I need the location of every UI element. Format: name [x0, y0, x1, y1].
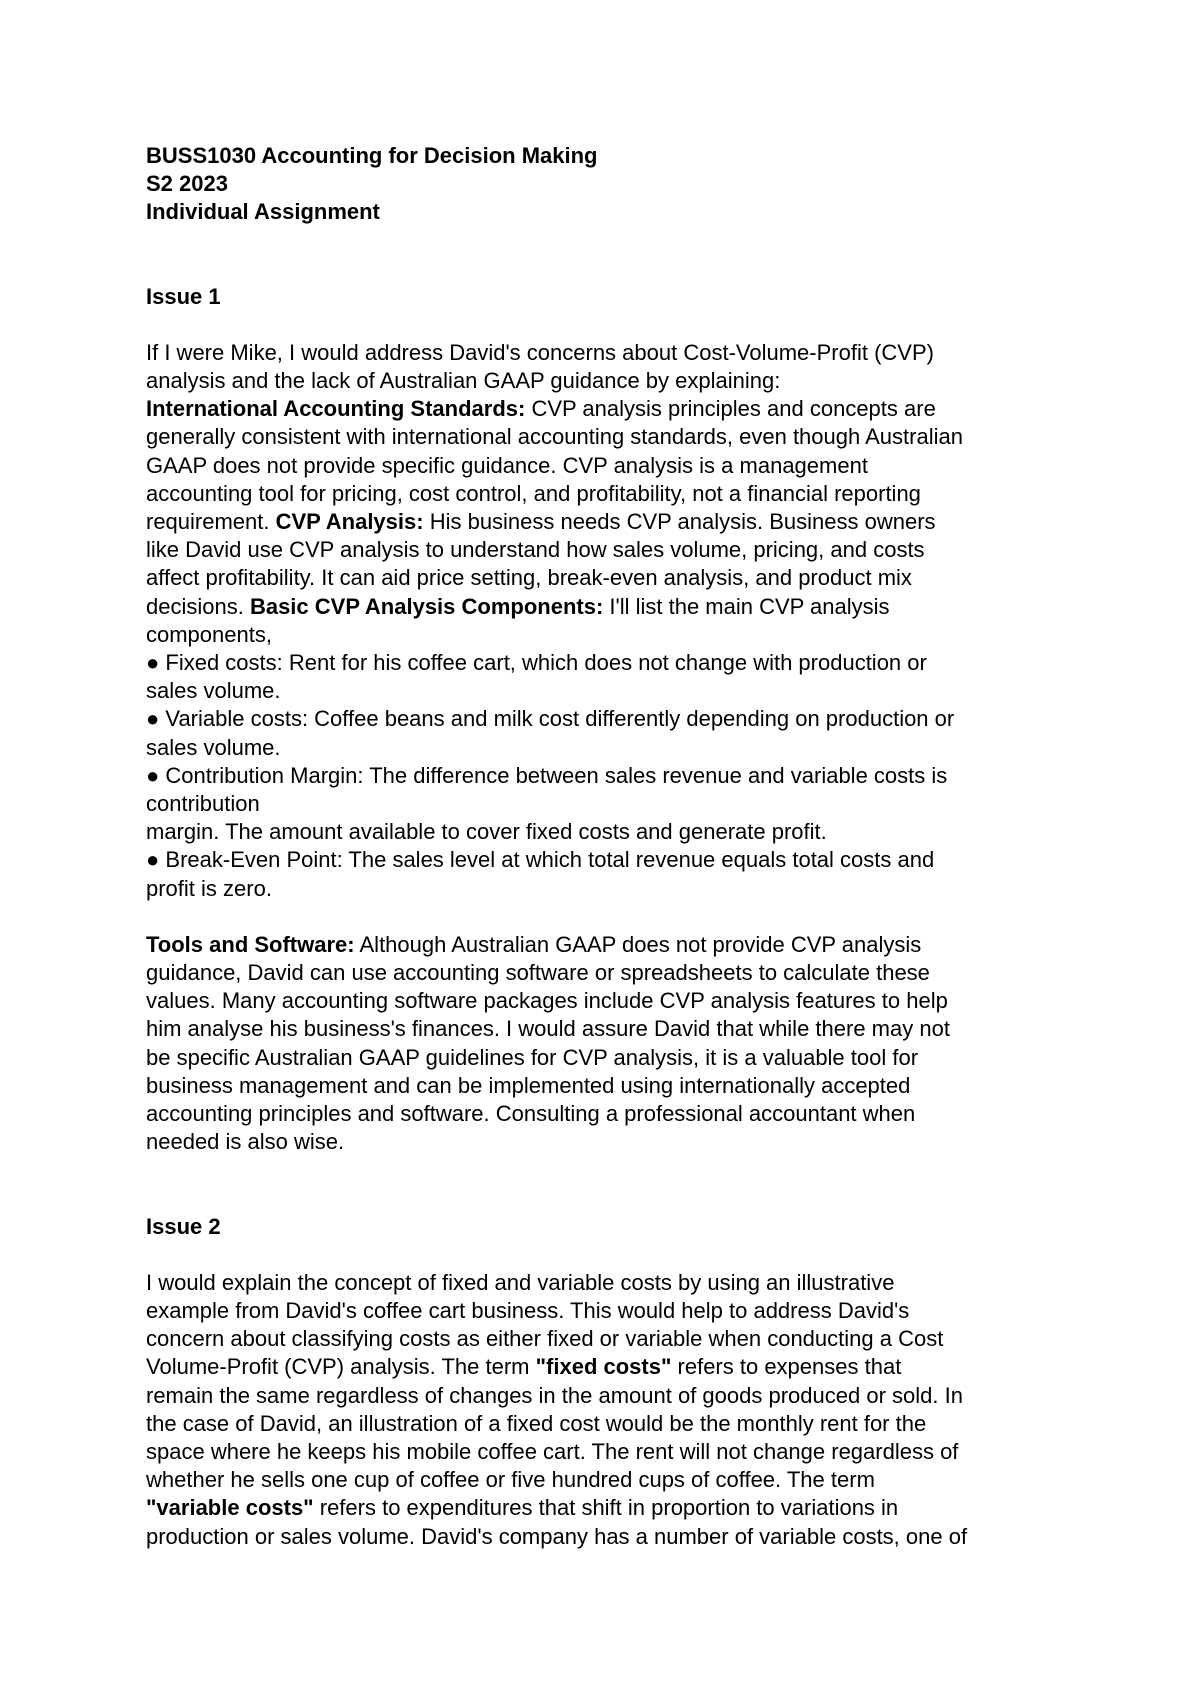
text-line: I would explain the concept of fixed and variable costs by using an illustrative [146, 1269, 895, 1295]
tools-label: Tools and Software: [146, 931, 355, 957]
text-line: analysis and the lack of Australian GAAP guidance by explaining: [146, 368, 781, 394]
issue1-heading: Issue 1 [146, 283, 221, 309]
text-line: space where he keeps his mobile coffee cart. The rent will not change regardless of [146, 1438, 959, 1464]
text-segment: Although Australian GAAP does not provide CVP analysis [354, 931, 922, 957]
text-line: values. Many accounting software packages include CVP analysis features to help [146, 988, 948, 1014]
text-line: him analyse his business's finances. I would assure David that while there may not [146, 1016, 950, 1042]
document-body [146, 142, 1066, 1551]
text-line: sales volume. [146, 734, 281, 760]
variable-costs-term: "variable costs" [146, 1495, 314, 1521]
text-line: margin. The amount available to cover fixed costs and generate profit. [146, 819, 827, 845]
text-segment: requirement. [146, 509, 276, 535]
tools-paragraph [146, 931, 1066, 1157]
text-line: example from David's coffee cart business. This would help to address David's [146, 1297, 910, 1323]
text-line: whether he sells one cup of coffee or five hundred cups of coffee. The term [146, 1467, 875, 1493]
fixed-costs-term: "fixed costs" [535, 1354, 672, 1380]
text-line: sales volume. [146, 678, 281, 704]
text-line [146, 395, 1066, 423]
text-segment: refers to expenses that [671, 1354, 902, 1380]
text-line: like David use CVP analysis to understand how sales volume, pricing, and costs [146, 537, 925, 563]
text-line [146, 508, 1066, 536]
ias-label: International Accounting Standards: [146, 396, 526, 422]
bullet-variable-costs: ● Variable costs: Coffee beans and milk cost differently depending on production or [146, 706, 955, 732]
text-line: concern about classifying costs as either fixed or variable when conducting a Cost [146, 1326, 944, 1352]
issue2-heading: Issue 2 [146, 1213, 221, 1239]
text-segment: Volume-Profit (CVP) analysis. The term [146, 1354, 536, 1380]
text-line: be specific Australian GAAP guidelines for CVP analysis, it is a valuable tool for [146, 1044, 919, 1070]
text-line: the case of David, an illustration of a fixed cost would be the monthly rent for the [146, 1410, 927, 1436]
text-line [146, 1494, 1066, 1522]
basic-components-label: Basic CVP Analysis Components: [249, 593, 604, 619]
semester: S2 2023 [146, 171, 228, 197]
text-line: GAAP does not provide specific guidance. CVP analysis is a management [146, 452, 868, 478]
bullet-break-even-point: ● Break-Even Point: The sales level at which total revenue equals total costs and [146, 847, 935, 873]
bullet-contribution-margin: ● Contribution Margin: The difference between sales revenue and variable costs is [146, 762, 948, 788]
issue2-paragraph [146, 1269, 1066, 1551]
text-line: needed is also wise. [146, 1129, 345, 1155]
bullet-fixed-costs: ● Fixed costs: Rent for his coffee cart, which does not change with production or [146, 650, 927, 676]
text-line: profit is zero. [146, 875, 272, 901]
text-line: components, [146, 621, 272, 647]
text-line [146, 593, 1066, 621]
text-segment: CVP analysis principles and concepts are [525, 396, 936, 422]
text-line: contribution [146, 791, 260, 817]
cvp-analysis-label: CVP Analysis: [275, 509, 424, 535]
text-line [146, 931, 1066, 959]
text-line [146, 1353, 1066, 1381]
text-line: If I were Mike, I would address David's concerns about Cost-Volume-Profit (CVP) [146, 339, 934, 365]
text-segment: I'll list the main CVP analysis [603, 593, 890, 619]
text-line: production or sales volume. David's company has a number of variable costs, one of [146, 1523, 968, 1549]
text-segment: decisions. [146, 593, 250, 619]
text-line: accounting tool for pricing, cost control, and profitability, not a financial reporting [146, 480, 921, 506]
text-line: affect profitability. It can aid price setting, break-even analysis, and product mix [146, 565, 912, 591]
course-title: BUSS1030 Accounting for Decision Making [146, 143, 598, 168]
text-line: generally consistent with international accounting standards, even though Australian [146, 424, 963, 450]
issue1-paragraph [146, 339, 1066, 903]
text-line: accounting principles and software. Consulting a professional accountant when [146, 1101, 916, 1127]
text-segment: refers to expenditures that shift in proportion to variations in [313, 1495, 899, 1521]
text-line: remain the same regardless of changes in the amount of goods produced or sold. In [146, 1382, 963, 1408]
text-segment: His business needs CVP analysis. Business owners [423, 509, 936, 535]
assignment-title: Individual Assignment [146, 199, 380, 225]
text-line: business management and can be implemented using internationally accepted [146, 1072, 911, 1098]
text-line: guidance, David can use accounting software or spreadsheets to calculate these [146, 960, 930, 986]
